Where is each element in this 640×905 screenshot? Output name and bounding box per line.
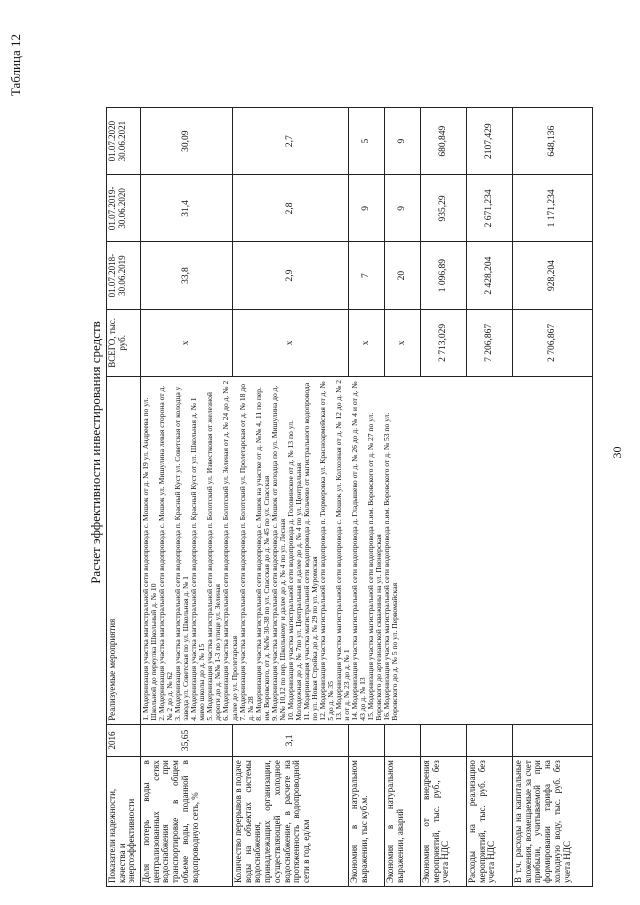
period-2-value: 935,29 [421,175,467,242]
measure-item: 16. Модернизация участка магистральной сети водопровода п.им. Воровского от д. № 53 по ул. Воровского до д. № 5 по ул. Первомайская [382,412,400,721]
header-period-1: 01.07.2018-30.06.2019 [107,242,141,309]
total-value: 7 206,867 [467,309,513,376]
period-2-value: 9 [349,175,385,242]
header-total: ВСЕГО, тыс. руб. [107,309,141,376]
measure-item: 14. Модернизация участка магистральной сети водопровода д. Гладышево от д. № 26 до д. № 4 и от д. № 43 до д. № 13 [350,381,368,721]
indicator-cell: Экономия в натуральном выражении, аварий [385,757,421,887]
measure-item: 8. Модернизация участка магистральной сети водопровода с. Мошок на участке от д. №№ 4, 11 по пер. им. Воровского, от д. №№ 30-38 по ул. Спасская до д. № 45 по ул. Спасская [253,387,271,721]
value-2016 [467,724,513,756]
header-period-3: 01.07.2020 30.06.2021 [107,108,141,175]
header-2016: 2016 [107,724,141,756]
measure-item: 10. Модернизация участка магистральной сети водопровода д. Головинское от д. № 13 по ул. Молодежная до д. № 7по ул. Центральная и далее до д. № 4 по ул. Центральная [285,420,303,721]
indicator-cell: Экономия от внедрения мероприятий, тыс. руб., без учета НДС [421,757,467,887]
period-1-value: 1 096,89 [421,242,467,309]
measure-item: 12. Модернизация участка магистральной сети водопровода п. Тюрмеровка ул. Красноармейская от д. № 5 до д. № 35 [318,381,336,721]
measure-item: 5. Модернизация участка магистральной сети водопровода п. Болотский ул. Известковая от железной дороги до д. №№ 1-3 по улице ул. Зеленая [205,392,223,721]
period-1-value: 7 [349,242,385,309]
total-value: 2 706,867 [513,309,593,376]
period-1-value: 20 [385,242,421,309]
table-header-row [107,108,141,887]
measure-item: 7. Модернизация участка магистральной сети водопровода п. Болотский ул. Пролетарская от д. № 18 до д. № 28 [237,383,255,721]
period-2-value: 31,4 [141,175,233,242]
period-2-value: 1 171,234 [513,175,593,242]
indicator-cell: Доля потерь воды в централизованных сетях водоснабжения при транспортировке в общем объеме воды, поданной в водопроводную сеть, % [141,757,233,887]
measure-item: 2. Модернизация участка магистральной сети водопровода с. Мошок ул. Мишулина левая сторона от д. № 2 до д. № 62 [157,385,175,721]
period-3-value: 30,09 [141,108,233,175]
page-number: 30 [610,446,624,459]
period-1-value: 2 428,204 [467,242,513,309]
investment-efficiency-table [106,107,593,887]
header-indicator: Показатели надежности, качества и энергоэффективности [107,757,141,887]
indicator-cell: В т.ч. расходы на капитальные вложения, возмещаемые за счет прибыли, учитываемой при формировании тарифа на холодную воду, тыс. руб. без учета НДС [513,757,593,887]
period-3-value: 9 [385,108,421,175]
measure-item: 13. Модернизация участка магистральной сети водопровода с. Мошок ул. Колхозная от д. № 12 до д. № 2 и от д. № 23 до д. № 1 [334,379,352,721]
period-1-value: 2,9 [233,242,349,309]
total-value: 2 713,029 [421,309,467,376]
total-value: х [141,309,233,376]
value-2016 [349,724,385,756]
period-3-value: 2,7 [233,108,349,175]
indicator-cell: Количество перерывов в подаче воды на объектах системы водоснабжения, принадлежащих организации, осуществляющей холодное водоснабжение, в расчете на протяженность водопроводной сети в год, ед/км [233,757,349,887]
measures-cell [141,376,593,724]
measure-item: 11. Модернизация участка магистральной сети водопровода д. Кольчево от магистрального водопровода по ул. Новая Стройка до д. № 29 по ул. Муромская [301,382,319,721]
value-2016 [513,724,593,756]
period-2-value: 2 671,234 [467,175,513,242]
period-3-value: 680,849 [421,108,467,175]
header-period-2: 01.07.2019-30.06.2020 [107,175,141,242]
period-3-value: 2107,429 [467,108,513,175]
period-2-value: 2,8 [233,175,349,242]
value-2016 [421,724,467,756]
period-3-value: 5 [349,108,385,175]
total-value: х [349,309,385,376]
table-row [141,108,233,887]
measure-item: 1. Модернизация участка магистральной сети водопровода с. Мошок от д. № 19 ул. Андреева по ул. Школьной до переулка Школьный д. № 10 [141,397,159,721]
header-measures: Реализуемые мероприятия [107,376,141,724]
measure-item: 3. Модернизация участка магистральной сети водопровода п. Красный Куст ул. Советская от колодца у завода ул. Советская по ул. Школьная д. № 1 [173,386,191,721]
measure-item: 9. Модернизация участка магистральной сети водопровода с. Мошок от колодца по ул. Мишулина до д. №№ 10,12 по пер. Школьному и далее до д. № 4 по ул. Лесная [269,385,287,721]
measure-item: 6. Модернизация участка магистральной сети водопровода п. Болотский ул. Зеленая от д. № 24 до д. № 2 далее до ул. Пролетарская [221,380,239,721]
period-1-value: 928,204 [513,242,593,309]
period-3-value: 648,136 [513,108,593,175]
measure-item: 4. Модернизация участка магистральной сети водопровода п. Красный Куст от ул. Школьная д. № 1 мимо школы до д. № 15 [189,397,207,721]
value-2016 [385,724,421,756]
value-2016: 35,65 [141,724,233,756]
indicator-cell: Расходы на реализацию мероприятий, тыс. руб. без учета НДС [467,757,513,887]
indicator-cell: Экономия в натуральном выражении, тыс куб.м. [349,757,385,887]
table-label: Таблица 12 [8,34,23,97]
measure-item: 15. Модернизация участка магистральной сети водопровода п.им. Воровского от д. № 27 по ул. Воровского до артезианской скважины на ул. Пионерская [366,412,384,721]
period-2-value: 9 [385,175,421,242]
total-value: х [233,309,349,376]
document-title: Расчет эффективности инвестирования средств [88,321,103,584]
period-1-value: 33,8 [141,242,233,309]
total-value: х [385,309,421,376]
value-2016: 3,1 [233,724,349,756]
